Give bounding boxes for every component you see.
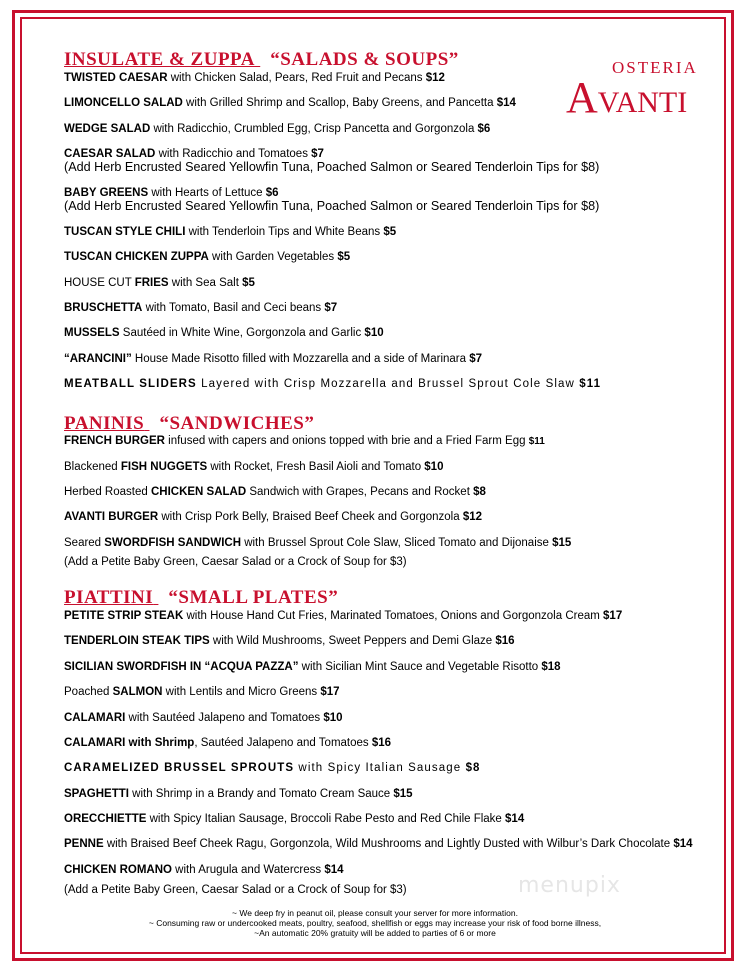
menu-item: PETITE STRIP STEAK with House Hand Cut Fries, Marinated Tomatoes, Onions and Gorgonzola Cream $17 xyxy=(64,610,623,622)
logo-initial: A xyxy=(566,73,598,122)
menu-item: Poached SALMON with Lentils and Micro Greens $17 xyxy=(64,686,340,698)
footer-note-raw-food: ~ Consuming raw or undercooked meats, poultry, seafood, shellfish or eggs may increase your risk of food borne illness, xyxy=(148,918,602,928)
menupix-watermark: menupix xyxy=(518,873,621,898)
menu-item: TWISTED CAESAR with Chicken Salad, Pears, Red Fruit and Pecans $12 xyxy=(64,72,445,84)
menu-item: LIMONCELLO SALAD with Grilled Shrimp and Scallop, Baby Greens, and Pancetta $14 xyxy=(64,97,516,109)
menu-item: AVANTI BURGER with Crisp Pork Belly, Braised Beef Cheek and Gorgonzola $12 xyxy=(64,511,483,523)
menu-item: WEDGE SALAD with Radicchio, Crumbled Egg, Crisp Pancetta and Gorgonzola $6 xyxy=(64,123,491,135)
section-title-italian: PIATTINI xyxy=(64,587,154,608)
menu-item: Herbed Roasted CHICKEN SALAD Sandwich with Grapes, Pecans and Rocket $8 xyxy=(64,486,486,498)
menu-item: HOUSE CUT FRIES with Sea Salt $5 xyxy=(64,277,255,289)
section-title-english: “SANDWICHES” xyxy=(159,413,315,434)
menu-item: BABY GREENS with Hearts of Lettuce $6 xyxy=(64,187,279,199)
logo-line-2 xyxy=(566,72,687,123)
section-title-italian: PANINIS xyxy=(64,413,145,434)
menu-item: Blackened FISH NUGGETS with Rocket, Fresh Basil Aioli and Tomato $10 xyxy=(64,461,444,473)
salad-addon-note: (Add Herb Encrusted Seared Yellowfin Tuna, Poached Salmon or Seared Tenderloin Tips for $8) xyxy=(64,199,600,213)
menu-item: CALAMARI with Shrimp, Sautéed Jalapeno and Tomatoes $16 xyxy=(64,737,392,749)
section-title-small-plates xyxy=(64,587,338,609)
logo-rest: VANTI xyxy=(597,86,688,119)
section-title-english: “SALADS & SOUPS” xyxy=(270,49,459,70)
menu-item: CARAMELIZED BRUSSEL SPROUTS with Spicy Italian Sausage $8 xyxy=(64,762,481,774)
menu-item: MEATBALL SLIDERS Layered with Crisp Mozzarella and Brussel Sprout Cole Slaw $11 xyxy=(64,378,602,390)
menu-item: SICILIAN SWORDFISH IN “ACQUA PAZZA” with Sicilian Mint Sauce and Vegetable Risotto $18 xyxy=(64,661,561,673)
menu-item: Seared SWORDFISH SANDWICH with Brussel Sprout Cole Slaw, Sliced Tomato and Dijonaise $15 xyxy=(64,537,572,549)
section-title-salads-soups xyxy=(64,49,459,71)
menu-item: BRUSCHETTA with Tomato, Basil and Ceci beans $7 xyxy=(64,302,338,314)
menu-item: TUSCAN CHICKEN ZUPPA with Garden Vegetables $5 xyxy=(64,251,351,263)
menu-item: TENDERLOIN STEAK TIPS with Wild Mushrooms, Sweet Peppers and Demi Glaze $16 xyxy=(64,635,515,647)
section-title-english: “SMALL PLATES” xyxy=(168,587,339,608)
salad-addon-note: (Add Herb Encrusted Seared Yellowfin Tuna, Poached Salmon or Seared Tenderloin Tips for $8) xyxy=(64,160,600,174)
plates-addon-note: (Add a Petite Baby Green, Caesar Salad or a Crock of Soup for $3) xyxy=(64,884,407,896)
section-title-italian: INSULATE & ZUPPA xyxy=(64,49,255,70)
menu-item: CALAMARI with Sautéed Jalapeno and Tomatoes $10 xyxy=(64,712,343,724)
menu-item: PENNE with Braised Beef Cheek Ragu, Gorgonzola, Wild Mushrooms and Lightly Dusted with Wilbur’s Dark Chocolate $14 xyxy=(64,838,693,850)
sandwich-addon-note: (Add a Petite Baby Green, Caesar Salad or a Crock of Soup for $3) xyxy=(64,556,407,568)
menu-item: TUSCAN STYLE CHILI with Tenderloin Tips and White Beans $5 xyxy=(64,226,397,238)
section-title-sandwiches xyxy=(64,413,314,435)
menu-item: CAESAR SALAD with Radicchio and Tomatoes $7 xyxy=(64,148,324,160)
menu-item: CHICKEN ROMANO with Arugula and Watercress $14 xyxy=(64,864,344,876)
menu-item: FRENCH BURGER infused with capers and onions topped with brie and a Fried Farm Egg $11 xyxy=(64,435,545,447)
logo-line-1: OSTERIA xyxy=(612,58,698,77)
menu-item: “ARANCINI” House Made Risotto filled with Mozzarella and a side of Marinara $7 xyxy=(64,353,483,365)
menu-item: ORECCHIETTE with Spicy Italian Sausage, Broccoli Rabe Pesto and Red Chile Flake $14 xyxy=(64,813,525,825)
footer-note-gratuity: ~An automatic 20% gratuity will be added to parties of 6 or more xyxy=(254,928,496,938)
menu-item: MUSSELS Sautéed in White Wine, Gorgonzola and Garlic $10 xyxy=(64,327,384,339)
footer-note-peanut-oil: ~ We deep fry in peanut oil, please consult your server for more information. xyxy=(232,908,518,918)
menu-item: SPAGHETTI with Shrimp in a Brandy and Tomato Cream Sauce $15 xyxy=(64,788,413,800)
